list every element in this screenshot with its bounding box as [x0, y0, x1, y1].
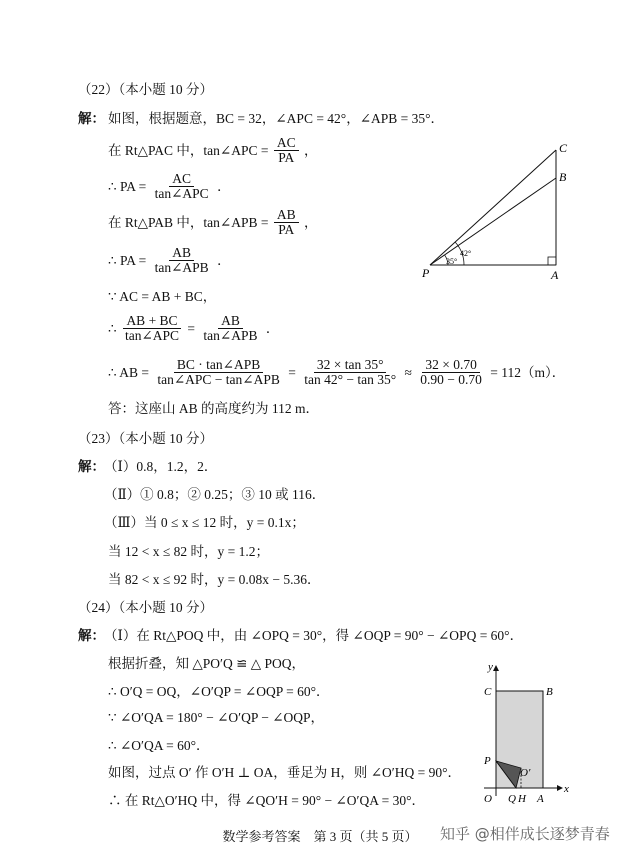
denominator: PA [278, 150, 295, 165]
q22-line1: 如图，根据题意，BC = 32，∠APC = 42°，∠APB = 35°． [108, 111, 445, 126]
q22-line8 [108, 358, 565, 387]
text: = [187, 320, 196, 336]
figure-mountain [420, 138, 580, 288]
label-x: x [564, 783, 569, 795]
q23-line2: （Ⅱ）① 0.8；② 0.25；③ 10 或 116． [104, 487, 326, 502]
denominator: tan∠APC [124, 328, 180, 343]
figure-folding [470, 658, 580, 810]
text: = [288, 364, 296, 380]
q23-header: （23）（本小题 10 分） [78, 431, 213, 446]
page-footer: 数学参考答案 第 3 页（共 5 页） [222, 829, 418, 844]
text: ， [303, 214, 318, 230]
denominator: tan∠APC − tan∠APB [157, 372, 280, 387]
right-angle-mark [548, 257, 556, 265]
text: ∴ PA = [108, 178, 147, 194]
label-B: B [559, 170, 567, 184]
q24-header: （24）（本小题 10 分） [78, 600, 213, 615]
label-B: B [546, 686, 553, 698]
label-O: O [484, 793, 492, 805]
numerator: BC · tan∠APB [174, 358, 263, 373]
label-A: A [537, 793, 544, 805]
numerator: 32 × 0.70 [422, 358, 480, 373]
q22-line3 [108, 172, 231, 201]
numerator: AB [218, 314, 243, 329]
label-y: y [488, 661, 493, 673]
q24-jie: 解： [78, 628, 105, 643]
q22-line5 [108, 246, 231, 275]
text: ∴ PA = [108, 252, 147, 268]
numerator: AB [274, 208, 299, 223]
label-H: H [518, 793, 526, 805]
q23-line4: 当 12 < x ≤ 82 时，y = 1.2； [108, 544, 270, 559]
text: 在 Rt△PAB 中，tan∠APB = [108, 214, 269, 230]
numerator: AB + BC [123, 314, 180, 329]
label-A: A [551, 268, 559, 282]
fraction [152, 172, 212, 201]
label-C: C [559, 141, 568, 155]
q22-line6: ∵ AC = AB + BC， [108, 289, 217, 304]
denominator: 0.90 − 0.70 [420, 372, 482, 387]
q22-line4 [108, 208, 317, 237]
fraction [274, 136, 299, 165]
q23-line1: （Ⅰ）0.8，1.2，2． [104, 459, 218, 474]
q22-answer: 答：这座山 AB 的高度约为 112 m． [108, 401, 320, 416]
numerator: AC [274, 136, 299, 151]
denominator: tan∠APC [154, 186, 209, 201]
q22-header: （22）（本小题 10 分） [78, 82, 213, 97]
label-Q: Q [508, 793, 516, 805]
fraction [154, 358, 283, 387]
fraction [200, 314, 260, 343]
line-PC [430, 150, 556, 265]
watermark: 知乎 @相伴成长逐梦青春 [440, 825, 610, 843]
label-P: P [422, 266, 430, 280]
fraction [417, 358, 485, 387]
q24-line4: ∵ ∠O′QA = 180° − ∠O′QP − ∠OQP， [108, 710, 325, 725]
fraction [152, 246, 212, 275]
q22-line7 [108, 314, 279, 343]
label-C: C [484, 686, 492, 698]
q24-line5: ∴ ∠O′QA = 60°． [108, 738, 210, 753]
q24-line7: ∴ 在 Rt△O′HQ 中，得 ∠QO′H = 90° − ∠O′QA = 30°． [108, 793, 426, 808]
q22-line2 [108, 136, 317, 165]
numerator: AB [169, 246, 194, 261]
text: ． [217, 252, 231, 268]
q24-line2: 根据折叠，知 △PO′Q ≌ △ POQ， [108, 656, 306, 671]
text: 在 Rt△PAC 中，tan∠APC = [108, 142, 269, 158]
text: ， [303, 142, 318, 158]
fraction [122, 314, 182, 343]
text: ． [265, 320, 280, 336]
q24-line3: ∴ O′Q = OQ，∠O′QP = ∠OQP = 60°． [108, 684, 330, 699]
denominator: tan∠APB [154, 260, 209, 275]
label-O-prime: O′ [520, 767, 531, 779]
label-P: P [484, 755, 491, 767]
q24-line1: （Ⅰ）在 Rt△POQ 中，由 ∠OPQ = 30°，得 ∠OQP = 90° − ∠OPQ = 60°． [104, 628, 524, 643]
label-35: 35° [446, 257, 458, 266]
numerator: 32 × tan 35° [314, 358, 387, 373]
text: ≈ [404, 364, 412, 380]
text: ∴ AB = [108, 364, 149, 380]
q24-line6: 如图，过点 O′ 作 O′H ⊥ OA，垂足为 H，则 ∠O′HQ = 90°． [108, 765, 461, 780]
q23-line5: 当 82 < x ≤ 92 时，y = 0.08x − 5.36． [108, 572, 321, 587]
label-42: 42° [460, 249, 472, 258]
text: ∴ [108, 320, 117, 336]
text: ． [217, 178, 231, 194]
denominator: tan∠APB [203, 328, 258, 343]
line-PB [430, 178, 556, 265]
denominator: PA [278, 222, 295, 237]
numerator: AC [169, 172, 194, 187]
q23-jie: 解： [78, 459, 105, 474]
fraction [274, 208, 299, 237]
q23-line3: （Ⅲ）当 0 ≤ x ≤ 12 时，y = 0.1x； [104, 515, 305, 530]
fraction [301, 358, 399, 387]
text: = 112（m）． [490, 364, 566, 380]
q22-jie: 解： [78, 111, 105, 126]
denominator: tan 42° − tan 35° [304, 372, 397, 387]
